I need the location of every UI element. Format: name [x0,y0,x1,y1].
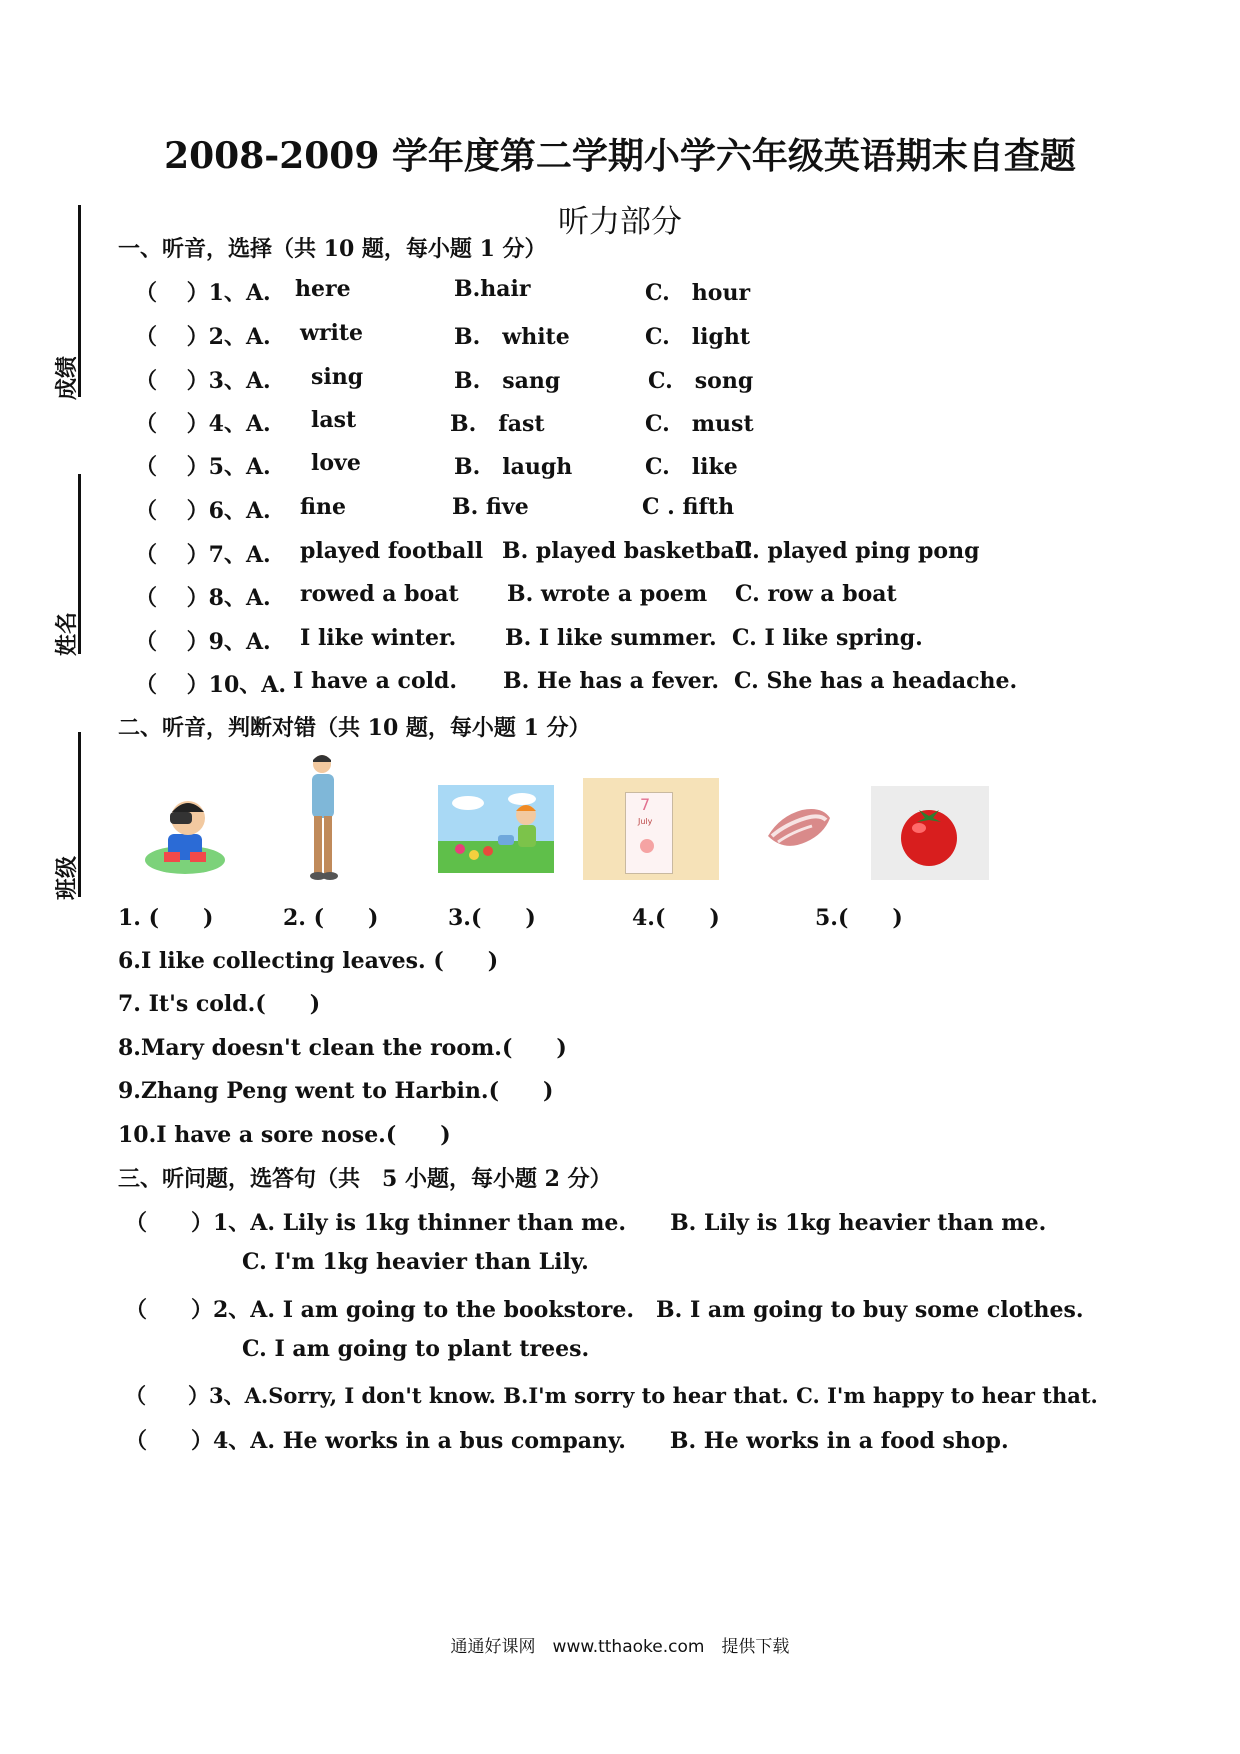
calendar-page [625,792,673,874]
option-c: C. light [645,324,751,350]
option-b: B. white [454,324,570,350]
pic-answer-3: 3.( ) [448,905,536,931]
option-c: C. She has a headache. [734,668,1018,694]
option-b: B. I like summer. [505,625,717,651]
answer-item-continued: C. I am going to plant trees. [242,1336,590,1362]
watering-flowers-picture [438,785,554,873]
option-b: B.hair [454,276,531,302]
question-number: （ ）5、A. [135,454,271,480]
name-label: 姓名 [54,611,80,656]
option-c: C. must [645,411,754,437]
option-b: B. wrote a poem [507,581,708,607]
judge-item: 6.I like collecting leaves. ( ) [118,948,499,974]
pic-answer-2: 2. ( ) [283,905,379,931]
section2-heading: 二、听音，判断对错（共 10 题，每小题 1 分） [118,715,591,741]
option-a: sing [311,364,364,390]
class-label: 班级 [54,855,80,900]
option-a: last [311,407,357,433]
page-title: 2008-2009 学年度第二学期小学六年级英语期末自查题 [164,135,1076,177]
option-c: C. I like spring. [732,625,923,651]
tomato-picture [871,786,989,880]
option-a: love [311,450,361,476]
option-c: C . fifth [642,494,735,520]
option-c: C. played ping pong [735,538,980,564]
option-b: B. sang [454,368,561,394]
page-subtitle: 听力部分 [558,204,682,240]
option-c: C. hour [645,280,751,306]
child-binoculars-picture [140,790,230,880]
pic-answer-5: 5.( ) [815,905,903,931]
section3-heading: 三、听问题，选答句（共 5 小题，每小题 2 分） [118,1166,612,1192]
option-b: B. laugh [454,454,573,480]
judge-item: 7. It's cold.( ) [118,991,321,1017]
answer-item: （ ）4、A. He works in a bus company. B. He works in a food shop. [125,1428,1009,1454]
answer-item: （ ）1、A. Lily is 1kg thinner than me. B. Lily is 1kg heavier than me. [125,1210,1047,1236]
judge-item: 8.Mary doesn't clean the room.( ) [118,1035,567,1061]
calendar-day: 7 [640,795,651,814]
calendar-month: July [638,817,653,826]
meat-picture [762,796,834,858]
option-a: here [295,276,351,302]
pic-answer-4: 4.( ) [632,905,720,931]
option-a: write [300,320,364,346]
option-a: rowed a boat [300,581,459,607]
answer-item-continued: C. I'm 1kg heavier than Lily. [242,1249,589,1275]
tall-man-picture [300,752,348,882]
question-number: （ ）10、A. [135,672,287,698]
option-c: C. like [645,454,738,480]
option-a: fine [300,494,346,520]
question-number: （ ）3、A. [135,368,271,394]
score-label: 成绩 [54,355,80,400]
question-number: （ ）4、A. [135,411,271,437]
judge-item: 10.I have a sore nose.( ) [118,1122,451,1148]
option-a: I have a cold. [293,668,458,694]
option-b: B. five [452,494,529,520]
calendar-picture [583,778,719,880]
answer-item: （ ）2、A. I am going to the bookstore. B. I am going to buy some clothes. [125,1297,1084,1323]
pic-answer-1: 1. ( ) [118,905,214,931]
tomato-icon [871,786,989,880]
option-b: B. played basketball [502,538,752,564]
option-c: C. row a boat [735,581,897,607]
question-number: （ ）6、A. [135,498,271,524]
section1-heading: 一、听音，选择（共 10 题，每小题 1 分） [118,236,547,262]
option-a: I like winter. [300,625,457,651]
question-number: （ ）9、A. [135,629,271,655]
question-number: （ ）7、A. [135,542,271,568]
sun-icon [640,839,654,853]
question-number: （ ）2、A. [135,324,271,350]
option-c: C. song [648,368,754,394]
judge-item: 9.Zhang Peng went to Harbin.( ) [118,1078,554,1104]
footer-credit: 通通好课网 www.tthaoke.com 提供下载 [450,1637,790,1657]
question-number: （ ）8、A. [135,585,271,611]
option-b: B. fast [450,411,545,437]
option-a: played football [300,538,484,564]
question-number: （ ）1、A. [135,280,271,306]
answer-item: （ ）3、A.Sorry, I don't know. B.I'm sorry to hear that. C. I'm happy to hear that. [125,1383,1098,1408]
option-b: B. He has a fever. [503,668,720,694]
